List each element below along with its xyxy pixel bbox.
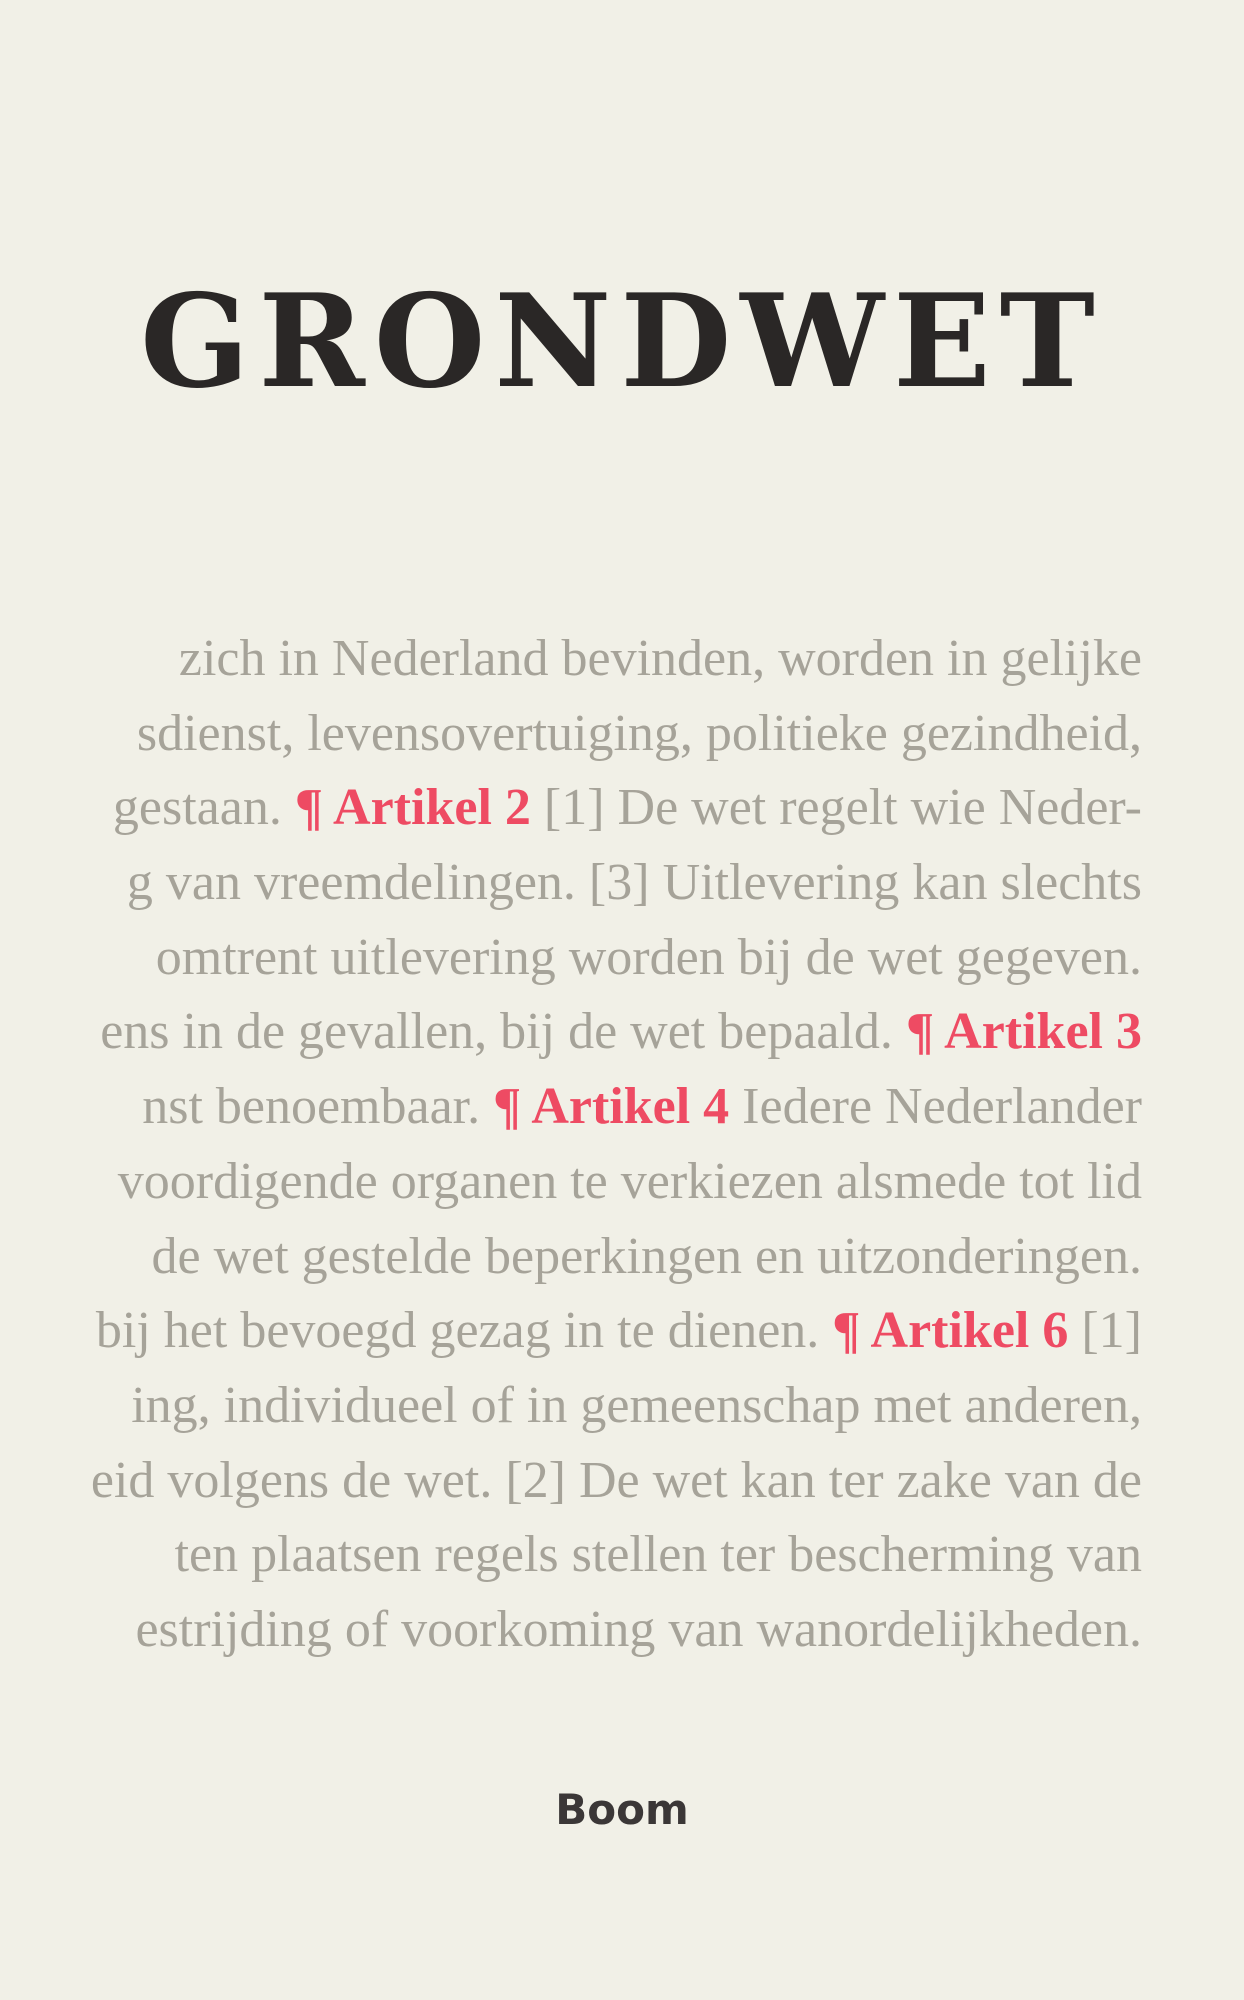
body-text: ing, individueel of in gemeenschap met anderen, [131,1376,1142,1434]
body-text: estrijding of voorkoming van wanordelijkheden. [135,1600,1142,1658]
article-marker: ¶ Artikel 2 [294,779,531,837]
body-text: ens in de gevallen, bij de wet bepaald. [100,1003,906,1061]
body-text: Iedere Nederlander [729,1078,1142,1136]
body-text: omtrent uitlevering worden bij de wet gegeven. [155,928,1142,986]
article-marker: ¶ Artikel 6 [832,1302,1069,1360]
body-text: gestaan. [112,779,295,837]
text-line [0,771,1142,846]
body-text: [1] De wet regelt wie Neder- [530,779,1142,837]
text-line [0,921,1142,996]
article-marker: ¶ Artikel 4 [493,1078,730,1136]
body-text: eid volgens de wet. [2] De wet kan ter zake van de [90,1451,1142,1509]
book-title: GRONDWET [140,267,1104,417]
constitution-text-excerpt [0,622,1142,1668]
body-text: ten plaatsen regels stellen ter bescherming van [174,1526,1142,1584]
text-line [0,1070,1142,1145]
article-marker: ¶ Artikel 3 [905,1003,1142,1061]
body-text: nst benoembaar. [142,1078,494,1136]
text-line [0,697,1142,772]
text-line [0,846,1142,921]
body-text: de wet gestelde beperkingen en uitzonderingen. [151,1227,1142,1285]
text-line [0,995,1142,1070]
text-line [0,1593,1142,1668]
text-line [0,1369,1142,1444]
body-text: bij het bevoegd gezag in te dienen. [95,1302,833,1360]
body-text: sdienst, levensovertuiging, politieke gezindheid, [136,704,1142,762]
text-line [0,1518,1142,1593]
text-line [0,1444,1142,1519]
body-text: voordigende organen te verkiezen alsmede tot lid [117,1152,1142,1210]
text-line [0,622,1142,697]
text-line [0,1145,1142,1220]
text-line [0,1220,1142,1295]
body-text: g van vreemdelingen. [3] Uitlevering kan slechts [126,854,1142,912]
body-text: [1] [1068,1302,1142,1360]
text-line [0,1294,1142,1369]
body-text: zich in Nederland bevinden, worden in gelijke [178,630,1142,687]
publisher-logo: Boom [555,1785,689,1834]
